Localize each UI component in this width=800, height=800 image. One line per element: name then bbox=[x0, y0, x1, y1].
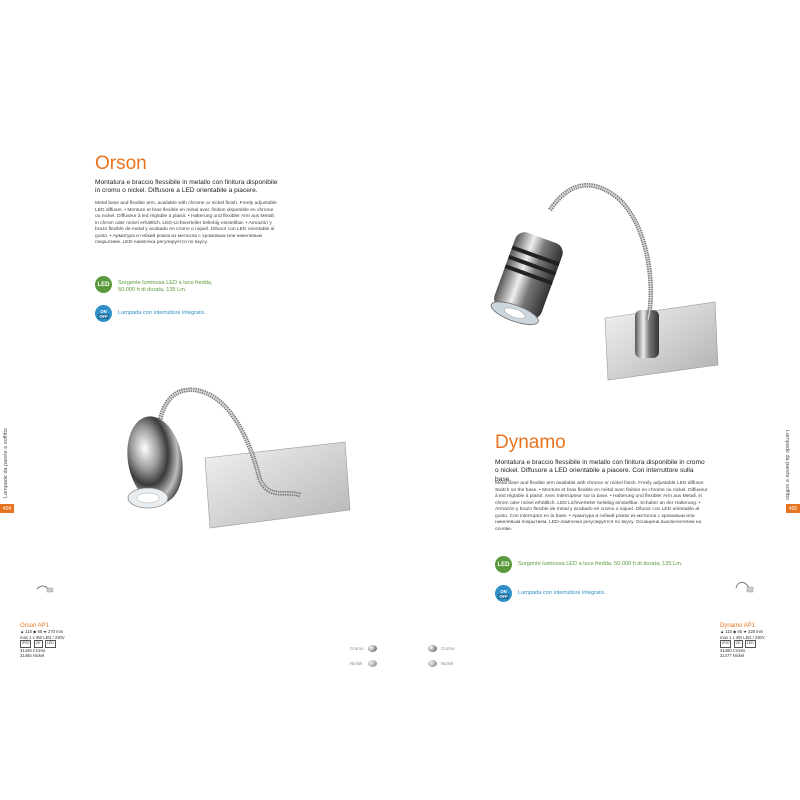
led-badge-label: LED bbox=[97, 281, 110, 288]
led-badge-label: LED bbox=[497, 561, 510, 568]
orson-certs bbox=[20, 640, 65, 648]
dynamo-switch-text: Lampada con interruttore integrato. bbox=[518, 590, 606, 596]
dynamo-onoff-badge bbox=[495, 585, 512, 602]
orson-led-badge bbox=[95, 276, 112, 293]
dynamo-ce-mark: CE bbox=[734, 640, 743, 648]
orson-led-text bbox=[118, 280, 213, 295]
orson-product-card bbox=[20, 623, 65, 659]
dynamo-power: max 1 x 3W LED / 230V bbox=[720, 634, 765, 640]
orson-led-text-line2: 50.000 h di durata, 135 Lm. bbox=[118, 287, 187, 294]
dynamo-code-chrome: 31460 Cromo bbox=[720, 647, 746, 653]
finish-swatch-chrome-left bbox=[368, 645, 377, 652]
dynamo-product-name: Dynamo AP1 bbox=[720, 623, 756, 629]
onoff-on-label: ON bbox=[100, 308, 107, 314]
dynamo-description-it: Montatura e braccio flessibile in metallo con finitura disponibile in cromo o nickel. Diffusore a LED orientabile a piacere. Con interruttore sulla base. bbox=[495, 459, 705, 483]
orson-lamp-image bbox=[110, 380, 360, 530]
dynamo-led-text: Sorgente luminosa LED a luce fredda, 50.000 h di durata, 135 Lm. bbox=[518, 561, 683, 567]
onoff-on-label: ON bbox=[500, 588, 507, 594]
dynamo-flex-arm bbox=[550, 185, 651, 320]
dynamo-led-badge bbox=[495, 556, 512, 573]
dynamo-code-nickel: 31477 Nickel bbox=[720, 653, 745, 658]
finish-swatch-nickel-right bbox=[428, 660, 437, 667]
orson-dimensions: ▲ 115 ◆ 65 ⬌ 270 mm bbox=[20, 629, 64, 634]
page-number-right: 405 bbox=[786, 504, 800, 513]
finish-label-nickel-right: Nickel bbox=[441, 661, 454, 666]
finish-label-chrome-left: Cromo bbox=[350, 646, 364, 651]
orson-description-multilingual: Metal base and flexible arm, available with chrome or nickel finish. Freely adjustable LED diffuser. • Monture et bras flexible en métal avec finition disponible en chrome ou nickel. Diffuseur à led réglable à plaisir. • Halterung und flexibler Arm aus Metall, in chrom oder nickel erhältlich. LED-Lichtverteiler beliebig einstellbar. • Armazón y brazo flexible de metal y acabado en cromo o niquel. Difusor con LED orientable al gusto. • Арматура и гибкий рожок из металла с хромовым или никелевым покрытием. LED-лампочка регулируется по вкусу. bbox=[95, 201, 277, 245]
dynamo-led-mark: LED bbox=[745, 640, 756, 648]
orson-small-icon bbox=[35, 583, 55, 595]
orson-description-it: Montatura e braccio flessibile in metallo con finitura disponibile in cromo o nickel. Diffusore a LED orientabile a piacere. bbox=[95, 179, 278, 195]
orson-led-text-line1: Sorgente luminosa LED a luce fredda, bbox=[118, 280, 213, 286]
dynamo-wall-plate bbox=[605, 302, 718, 380]
finish-label-chrome-right: Cromo bbox=[441, 646, 455, 651]
orson-ce-mark: CE bbox=[34, 640, 43, 648]
side-label-left: Lampade da parete e soffitto bbox=[3, 428, 9, 498]
orson-power: max 1 x 3W LED / 230V bbox=[20, 634, 65, 640]
orson-ip-rating: IP20 bbox=[20, 640, 31, 648]
side-label-right: Lampade da parete e soffitto bbox=[784, 430, 790, 500]
orson-product-name: Orson AP1 bbox=[20, 623, 50, 629]
dynamo-ip-rating: IP20 bbox=[720, 640, 731, 648]
orson-switch-text: Lampada con interruttore integrato. bbox=[118, 310, 206, 316]
orson-onoff-badge bbox=[95, 305, 112, 322]
dynamo-small-icon bbox=[733, 579, 755, 595]
page-number-left: 404 bbox=[0, 504, 14, 513]
finish-swatch-chrome-right bbox=[428, 645, 437, 652]
onoff-off-label: OFF bbox=[99, 313, 108, 319]
orson-code-chrome: 31448 Cromo bbox=[20, 647, 46, 653]
orson-led-mark: LED bbox=[45, 640, 56, 648]
orson-title: Orson bbox=[95, 153, 147, 174]
dynamo-lamp-image bbox=[480, 170, 730, 390]
dynamo-product-card bbox=[720, 623, 765, 659]
finish-label-nickel-left: Nickel bbox=[350, 661, 363, 666]
orson-wall-plate bbox=[205, 442, 350, 528]
orson-code-nickel: 31455 Nickel bbox=[20, 653, 45, 658]
dynamo-certs bbox=[720, 640, 765, 648]
dynamo-title: Dynamo bbox=[495, 432, 566, 453]
dynamo-description-multilingual: Metal base and flexible arm available with chrome or nickel finish. Freely adjustable LED diffuser. Switch on the base. • Monture et bras flexible en métal avec finition en chrome ou nickel. Diffuseur à led réglable à plaisir. Avec interrupteur sur la base. • Halterung und flexibler Arm aus Metall, in chrom oder nickel erhältlich. LED Lichtverteiler beliebig einstellbar. Schalter an der Halterung. • Armazón y brazo flexible de metal y acabado en cromo o niquel. Difusor con LED orientable al gusto. Con interruptor en la base. • Арматура и гибкий рожок из металла с хромовым или никелевым покрытием. LED-лампочка регулируется по вкусу. Оснащена выключателем на основе. bbox=[495, 481, 708, 532]
finish-swatch-nickel-left bbox=[368, 660, 377, 667]
onoff-off-label: OFF bbox=[499, 593, 508, 599]
dynamo-dimensions: ▲ 115 ◆ 65 ⬌ 325 mm bbox=[720, 629, 764, 634]
dynamo-lamp-head bbox=[489, 229, 566, 329]
